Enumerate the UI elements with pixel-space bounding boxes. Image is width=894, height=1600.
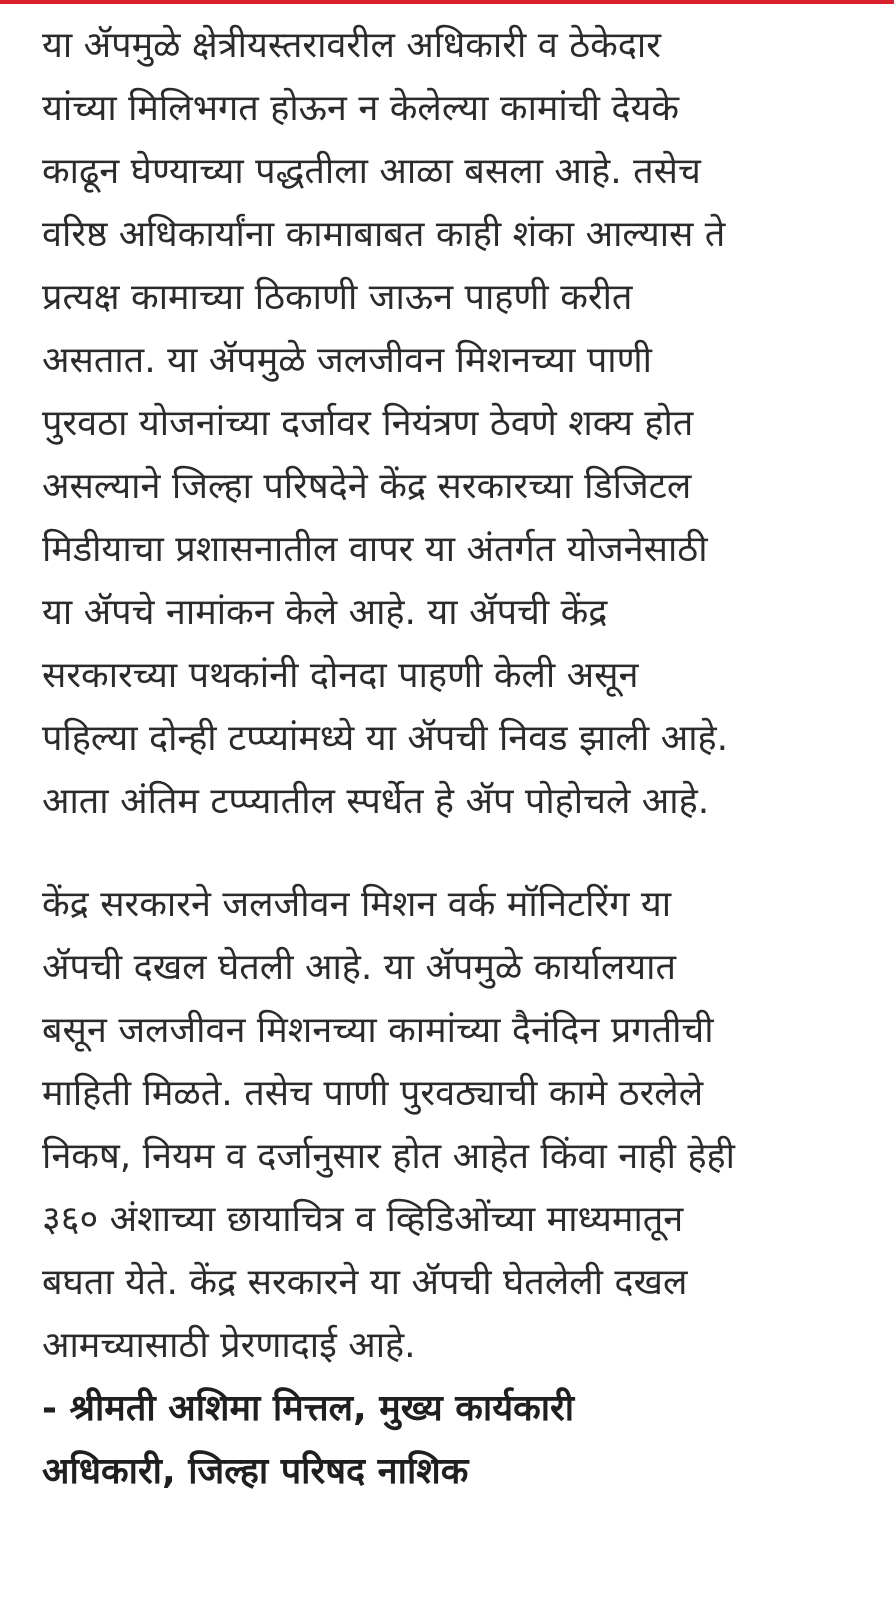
text-line: पुरवठा योजनांच्या दर्जावर नियंत्रण ठेवणे शक्य होत xyxy=(42,403,694,444)
text-line: आमच्यासाठी प्रेरणादाई आहे. xyxy=(42,1325,416,1366)
text-line: यांच्या मिलिभगत होऊन न केलेल्या कामांची देयके xyxy=(42,88,680,129)
article-body xyxy=(42,14,882,1503)
text-line: निकष, नियम व दर्जानुसार होत आहेत किंवा नाही हेही xyxy=(42,1136,735,1177)
top-accent-bar xyxy=(0,0,894,4)
text-line: मिडीयाचा प्रशासनातील वापर या अंतर्गत योजनेसाठी xyxy=(42,529,708,570)
text-line: असतात. या ॲपमुळे जलजीवन मिशनच्या पाणी xyxy=(42,340,652,381)
text-line: प्रत्यक्ष कामाच्या ठिकाणी जाऊन पाहणी करीत xyxy=(42,277,633,318)
paragraph-1 xyxy=(42,14,882,833)
text-line: सरकारच्या पथकांनी दोनदा पाहणी केली असून xyxy=(42,655,639,696)
paragraph-2 xyxy=(42,873,882,1377)
text-line: पहिल्या दोन्ही टप्प्यांमध्ये या ॲपची निवड झाली आहे. xyxy=(42,718,729,759)
text-line: काढून घेण्याच्या पद्धतीला आळा बसला आहे. तसेच xyxy=(42,151,701,192)
attribution-line: - श्रीमती अशिमा मित्तल, मुख्य कार्यकारी xyxy=(42,1388,575,1429)
text-line: ३६० अंशाच्या छायाचित्र व व्हिडिओंच्या माध्यमातून xyxy=(42,1199,684,1240)
text-line: असल्याने जिल्हा परिषदेने केंद्र सरकारच्या डिजिटल xyxy=(42,466,692,507)
attribution-line: अधिकारी, जिल्हा परिषद नाशिक xyxy=(42,1451,469,1492)
text-line: केंद्र सरकारने जलजीवन मिशन वर्क मॉनिटरिंग या xyxy=(42,884,672,925)
text-line: या ॲपचे नामांकन केले आहे. या ॲपची केंद्र xyxy=(42,592,608,633)
text-line: माहिती मिळते. तसेच पाणी पुरवठ्याची कामे ठरलेले xyxy=(42,1073,704,1114)
text-line: आता अंतिम टप्प्यातील स्पर्धेत हे ॲप पोहोचले आहे. xyxy=(42,781,710,822)
paragraph-spacer xyxy=(42,833,882,873)
quote-attribution xyxy=(42,1377,882,1503)
text-line: ॲपची दखल घेतली आहे. या ॲपमुळे कार्यालयात xyxy=(42,947,676,988)
text-line: बसून जलजीवन मिशनच्या कामांच्या दैनंदिन प्रगतीची xyxy=(42,1010,714,1051)
text-line: बघता येते. केंद्र सरकारने या ॲपची घेतलेली दखल xyxy=(42,1262,688,1303)
text-line: या ॲपमुळे क्षेत्रीयस्तरावरील अधिकारी व ठेकेदार xyxy=(42,25,661,66)
text-line: वरिष्ठ अधिकार्यांना कामाबाबत काही शंका आल्यास ते xyxy=(42,214,726,255)
